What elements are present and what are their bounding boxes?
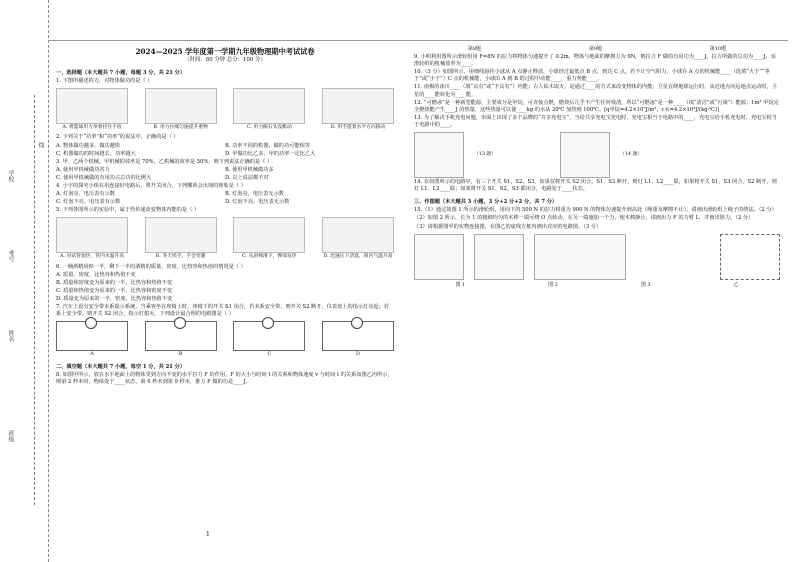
q3-option-d: D. 以上说法都不对	[225, 174, 269, 181]
q7-circuits	[56, 321, 394, 358]
q4-options-row1	[56, 191, 394, 198]
lever-fig2	[474, 234, 524, 280]
circuit-label-b: B	[178, 352, 183, 358]
question-14: 14. 在如图所示的电路中，有三个开关 S1、S2、S3，如果仅将开关 S2 闭合，S1、S3 断开，则灯 L1、L2____联，如果将开关 S1、S3 闭合，S2 断开，则灯 L1、L2____联；如果将开关 S1、S2、S3 都闭合，电路处于____状态。	[414, 179, 777, 193]
bottom-figures	[414, 234, 780, 280]
fig3-caption: 图 3	[640, 281, 651, 288]
q1-option-a: A. 将篮球用力举着托住不放	[62, 125, 122, 131]
section-3-title: 三、作图题（本大题共 3 小题，3 分+2 分+2 分，共 7 分）	[414, 199, 558, 206]
q6-option-a: A. 质量、密度、比热容和热值不变	[56, 271, 136, 278]
question-11: 11. 南极的冰川____（填“具有”或“不具有”）内能；古人钻木取火，是通过____的方式来改变物体的内能；卫星在绕地球运行时，从近地点向远地点运动时，卫星的____能转化为____能。	[414, 84, 777, 98]
question-2: 2. 下列关于“功率”和“功率”的说法中，正确的是（ ）	[56, 134, 179, 141]
lamp-icon	[262, 317, 274, 329]
circuit-14-figure	[560, 132, 610, 178]
bucket-figure	[322, 88, 394, 124]
question-6: 6. 一桶酒精用掉一半，剩下一半的酒精的质量、密度、比热容和热值的情况是（ ）	[56, 263, 246, 270]
circuit-a	[56, 321, 128, 351]
page-subtitle: （时间：80 分钟 总分：100 分）	[184, 57, 266, 64]
q2-option-c: C. 机器做功的时间越长，功率越大	[56, 150, 136, 157]
page-title: 2024—2025 学年度第一学期九年级物理期中考试试卷	[135, 47, 315, 56]
number-label: 考号	[7, 250, 14, 262]
question-12: 12. “可燃冰”是一种新型能源，主要成分是甲烷，可直接点燃，燃烧后几乎不产生任何残渣，所以“可燃冰”是一种____（填“清洁”或“污染”）能源；1m³ 甲烷完全燃烧能产生____J 的热量，这些热量可以使____kg 的水从 20℃ 加热到 100℃。[q甲烷=4.2×10⁷J/m³，c水=4.2×10³J/(kg·℃)]	[414, 99, 779, 113]
question-9: 9. 小明利用图所示滑轮组用 F=8N 的拉力将物体匀速提升了 0.2m，物体与地面的摩擦力为 9N，则拉力 F 做的有用功为____J，拉力所做的总功为____J，该滑轮组的机械效率为____。	[414, 54, 776, 68]
seal-label: 线	[37, 142, 44, 148]
question-15a: 15.（1）通过如图 1 所示的滑轮组，用向下的 500 N 的拉力将重为 900 N 的物体匀速提升到高处（绳重及摩擦不计），请画出滑轮组上绳子的绕法。（2 分）	[414, 207, 777, 214]
binding-margin	[0, 0, 49, 562]
class-label: 班级	[7, 430, 14, 442]
lamp-icon	[85, 317, 97, 329]
circuit-c	[233, 321, 305, 351]
circuit-label-c: C	[267, 352, 272, 358]
circuit-label-a: A	[90, 352, 94, 358]
q1-figures	[56, 88, 394, 131]
basketball-figure	[56, 88, 128, 124]
question-5: 5. 下列各图所示的实验中，属于热传递改变物体内能的是（ ）	[56, 207, 200, 214]
fig13-caption: （13 题）	[474, 152, 497, 158]
q3-option-a: A. 使用甲机械做功省力	[56, 166, 110, 173]
q4-option-b: B. 灯泡亮、电压表无示数	[225, 191, 284, 198]
q3-options-row2	[56, 175, 394, 182]
fig10-caption: 第10题	[709, 46, 727, 52]
q2-options-row2	[56, 151, 394, 158]
stone-figure	[233, 88, 305, 124]
q5-option-c: C. 从滑梯滑下，臀部发热	[242, 254, 297, 260]
school-label: 学校	[7, 170, 14, 182]
q2-option-a: A. 物体做功越多，做功越快	[56, 142, 121, 149]
fig-captions	[414, 46, 780, 53]
pulley-fig1	[414, 234, 464, 280]
piston-figure	[322, 217, 394, 253]
fig8-caption: 第8题	[467, 46, 482, 52]
left-column	[56, 0, 394, 387]
q6-option-d: D. 质量变为原来的一半，密度、比热容和热值不变	[56, 295, 173, 302]
q3-options-row1	[56, 167, 394, 174]
circuit-fig3	[534, 234, 626, 280]
binding-line	[34, 95, 35, 505]
fig2-caption: 图 2	[548, 281, 558, 288]
question-8: 8. 如图甲所示，放在水平地面上的物体受到方向不变的水平拉力 F 的作用，F 的大小与时间 t 的关系和物体速度 v 与时间 t 的关系如图乙丙所示，则第 2 秒末时，物体处于____状态，第 6 秒末到第 9 秒末，推力 F 做的功是____J。	[56, 372, 393, 386]
fig14-caption: （14 题）	[620, 152, 643, 158]
fig9-caption: 第9题	[588, 46, 602, 52]
q4-options-row2	[56, 199, 394, 206]
section-1-title: 一、选择题（本大题共 7 小题，每题 3 分，共 21 分）	[56, 70, 186, 77]
q5-option-a: A. 对试管加热，管内水温升高	[59, 254, 125, 260]
question-7: 7. 汽车上设有安全带未系提示系统。当乘客坐在座椅上时，座椅下的开关 S1 闭合，若未系安全带，则开关 S2 断开，仪表盘上的指示灯亮起；若系上安全带，则开关 S2 闭合，指示灯熄灭。下列设计最合理的电路图是（ ）	[56, 303, 389, 318]
circuit-label-d: D	[356, 352, 360, 358]
q1-option-d: D. 用手提着水平方向移动	[330, 125, 386, 131]
q1-option-b: B. 用力拉绳匀速提升重物	[153, 125, 208, 131]
test-tube-figure	[56, 217, 128, 253]
q6-option-c: C. 质量和热值变为原来的一半，比热容和密度不变	[56, 287, 173, 294]
pulley-figure	[145, 88, 217, 124]
question-1: 1. 下图所描述的力，对物体做功的是（ ）	[56, 78, 153, 85]
q4-option-d: D. 灯泡不亮、电压表无示数	[225, 199, 290, 206]
fig-yi-caption: 乙	[733, 281, 739, 288]
question-15c: （3）请根据图甲的实物连接图，在图乙的虚线方框内画出对应的电路图。（3 分）	[414, 223, 602, 230]
q5-option-d: D. 迅速压下活塞，筒内气温升高	[323, 254, 393, 260]
circuit-d	[322, 321, 394, 351]
powerbank-figure	[414, 132, 464, 178]
q4-option-a: A. 灯泡亮、电压表有示数	[56, 191, 115, 198]
q5-option-b: B. 冬天搓手，手会变暖	[155, 254, 206, 260]
q3-option-c: C. 使用甲机械做的有用功占总功的比例大	[56, 174, 152, 181]
bottom-captions	[414, 282, 780, 289]
question-13: 13. 为了解决手机充电问题，市面上出现了多个品牌的“共享充电宝”，当给共享充电宝充电时，充电宝相当于电路中的____，充电宝给手机充电时，充电宝相当于电路中的____。	[414, 114, 777, 128]
lamp-icon	[351, 317, 363, 329]
name-label: 姓名	[7, 330, 14, 342]
drawing-box[interactable]	[720, 234, 780, 280]
circuit-b	[145, 321, 217, 351]
q2-option-d: D. 甲做功比乙多，甲的功率一定比乙大	[225, 150, 316, 157]
q6-option-b: B. 质量和密度变为原来的一半，比热容和热值不变	[56, 279, 173, 286]
slide-figure	[233, 217, 305, 253]
section-2-title: 二、填空题（本大题共 7 小题，每空 1 分，共 21 分）	[56, 364, 186, 371]
question-4: 4. 小宇的探究小组在用连接好电路后，将开关闭合，下列哪项会出现的现象是（ ）	[56, 183, 246, 190]
question-10: 10.（3 分）如图所示，用细线悬挂小球从 A 点静止释放，小球经过最低点 B 点，到达 C 点，若不计空气阻力，小球在 A 点的机械能____（选填“大于”“等于”或“小于”）C 点的机械能，小球由 A 到 B 的过程中动能____，重力势能____。	[414, 69, 770, 83]
q5-figures	[56, 217, 394, 260]
fig1-caption: 图 1	[455, 281, 466, 288]
right-column	[414, 0, 780, 289]
hand-rub-figure	[145, 217, 217, 253]
question-3: 3. 甲、乙两个机械，甲机械的效率是 70%，乙机械的效率是 50%，则下列说法正确的是（ ）	[56, 158, 273, 165]
lamp-icon	[174, 317, 186, 329]
page-number: 1	[206, 531, 210, 538]
q2-options-row1	[56, 143, 394, 150]
q4-option-c: C. 灯泡不亮、电压表有示数	[56, 199, 121, 206]
q2-option-b: B. 功率不同的机器，做的功可能相等	[225, 142, 310, 149]
q1-option-c: C. 用力搬石头没搬动	[246, 125, 292, 131]
question-15b: （2）如图 2 所示，长为 1 的粗细均匀的木棒一端可绕 O 点转动，在另一端施加一个力，使木棒静止，请画出力 F 的力臂 L，并画出阻力。（2 分）	[414, 215, 754, 222]
q13-q14-figures	[414, 132, 780, 178]
q3-option-b: B. 使用甲机械做功多	[225, 166, 274, 173]
